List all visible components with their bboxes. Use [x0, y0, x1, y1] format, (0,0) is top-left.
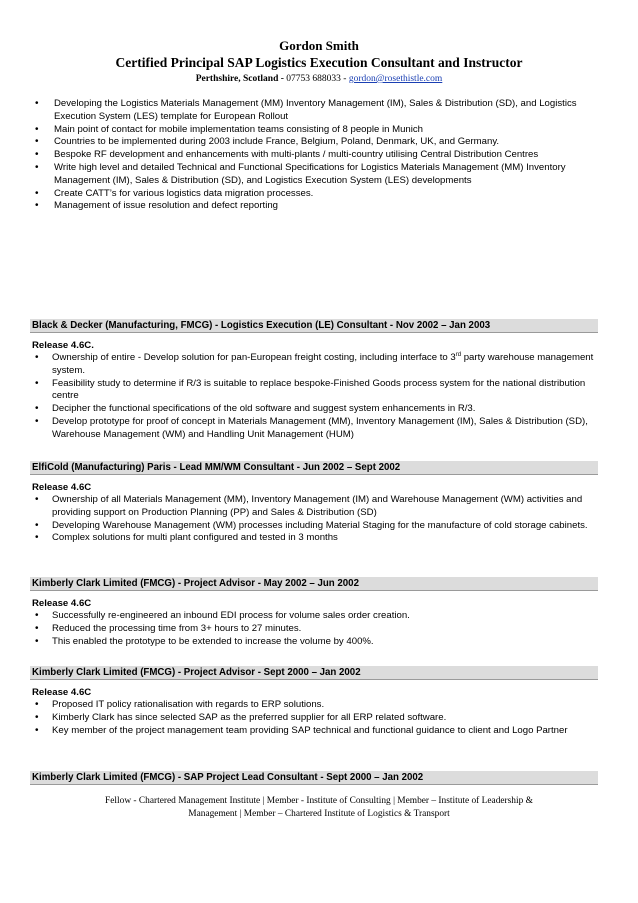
job-title: Black & Decker (Manufacturing, FMCG) - Logistics Execution (LE) Consultant - Nov 2002 – Jan 2003 — [30, 319, 598, 333]
cv-header — [0, 38, 638, 86]
job-section — [30, 319, 598, 442]
list-item: • Developing the Logistics Materials Management (MM) Inventory Management (IM), Sales & Distribution (SD), and Logistics Execution System (LES) template for European Rollout — [30, 98, 600, 124]
job-bullets — [30, 494, 598, 545]
memberships-footer — [0, 795, 638, 821]
list-item: • Successfully re-engineered an inbound EDI process for volume sales order creation. — [30, 610, 598, 623]
list-item: • Ownership of all Materials Management (MM), Inventory Management (IM) and Warehouse Management (WM) activities and providing support on Production Planning (PP) and Sales & Distribution (SD) — [30, 494, 598, 520]
job-section — [30, 461, 598, 545]
footer-line: Management | Member – Chartered Institute of Logistics & Transport — [188, 809, 450, 819]
list-item: • Develop prototype for proof of concept in Materials Management (MM), Inventory Management (IM), Sales & Distribution (SD), Warehouse Management (WM) and Handling Unit Management (HUM) — [30, 416, 598, 442]
list-item: • Management of issue resolution and defect reporting — [30, 200, 600, 213]
job-title: ElfiCold (Manufacturing) Paris - Lead MM/WM Consultant - Jun 2002 – Sept 2002 — [30, 461, 598, 475]
phone: 07753 688033 - — [286, 74, 347, 84]
list-item: • Write high level and detailed Technical and Functional Specifications for Logistics Materials Management (MM) Inventory Management (IM), Sales & Distribution (SD), and Logistics Execution System (LES) developments — [30, 162, 600, 188]
list-item: • Bespoke RF development and enhancements with multi-plants / multi-country utilising Central Distribution Centres — [30, 149, 600, 162]
list-item: • This enabled the prototype to be extended to increase the volume by 400%. — [30, 636, 598, 649]
email-link[interactable]: gordon@rosethistle.com — [348, 74, 443, 84]
list-item: • Reduced the processing time from 3+ hours to 27 minutes. — [30, 623, 598, 636]
candidate-name: Gordon Smith — [279, 38, 359, 53]
list-item: • Create CATT’s for various logistics data migration processes. — [30, 188, 600, 201]
footer-line: Fellow - Chartered Management Institute | Member - Institute of Consulting | Member – Institute of Leadership & — [105, 796, 533, 806]
job-title: Kimberly Clark Limited (FMCG) - SAP Project Lead Consultant - Sept 2000 – Jan 2002 — [30, 771, 598, 785]
list-item: • Main point of contact for mobile implementation teams consisting of 8 people in Munich — [30, 124, 600, 137]
list-item: • Complex solutions for multi plant configured and tested in 3 months — [30, 532, 598, 545]
candidate-role: Certified Principal SAP Logistics Execution Consultant and Instructor — [115, 55, 523, 70]
list-item: • Countries to be implemented during 2003 include France, Belgium, Poland, Denmark, UK, and Germany. — [30, 136, 600, 149]
list-item: • Feasibility study to determine if R/3 is suitable to replace bespoke-Finished Goods process system for the national distribution centre — [30, 378, 598, 404]
job-section — [30, 577, 598, 648]
job-bullets — [30, 699, 598, 737]
contact-line — [0, 73, 638, 86]
job-section — [30, 771, 598, 785]
list-item: • Key member of the project management team providing SAP technical and functional guidance to client and Logo Partner — [30, 725, 598, 738]
list-item: • Ownership of entire - Develop solution for pan-European freight costing, including interface to 3rd party warehouse management system. — [30, 352, 598, 378]
job-title: Kimberly Clark Limited (FMCG) - Project Advisor - Sept 2000 – Jan 2002 — [30, 666, 598, 680]
summary-list — [30, 98, 600, 213]
location: Perthshire, Scotland - — [195, 74, 284, 84]
job-bullets — [30, 610, 598, 648]
list-item: • Decipher the functional specifications of the old software and suggest system enhancements in R/3. — [30, 403, 598, 416]
release-label: Release 4.6C — [32, 482, 92, 493]
release-label: Release 4.6C. — [32, 340, 94, 351]
list-item: • Kimberly Clark has since selected SAP as the preferred supplier for all ERP related software. — [30, 712, 598, 725]
list-item: • Proposed IT policy rationalisation with regards to ERP solutions. — [30, 699, 598, 712]
job-bullets — [30, 352, 598, 442]
release-label: Release 4.6C — [32, 598, 92, 609]
release-label: Release 4.6C — [32, 687, 92, 698]
job-section — [30, 666, 598, 737]
job-title: Kimberly Clark Limited (FMCG) - Project Advisor - May 2002 – Jun 2002 — [30, 577, 598, 591]
list-item: • Developing Warehouse Management (WM) processes including Material Staging for the manufacture of cold storage cabinets. — [30, 520, 598, 533]
